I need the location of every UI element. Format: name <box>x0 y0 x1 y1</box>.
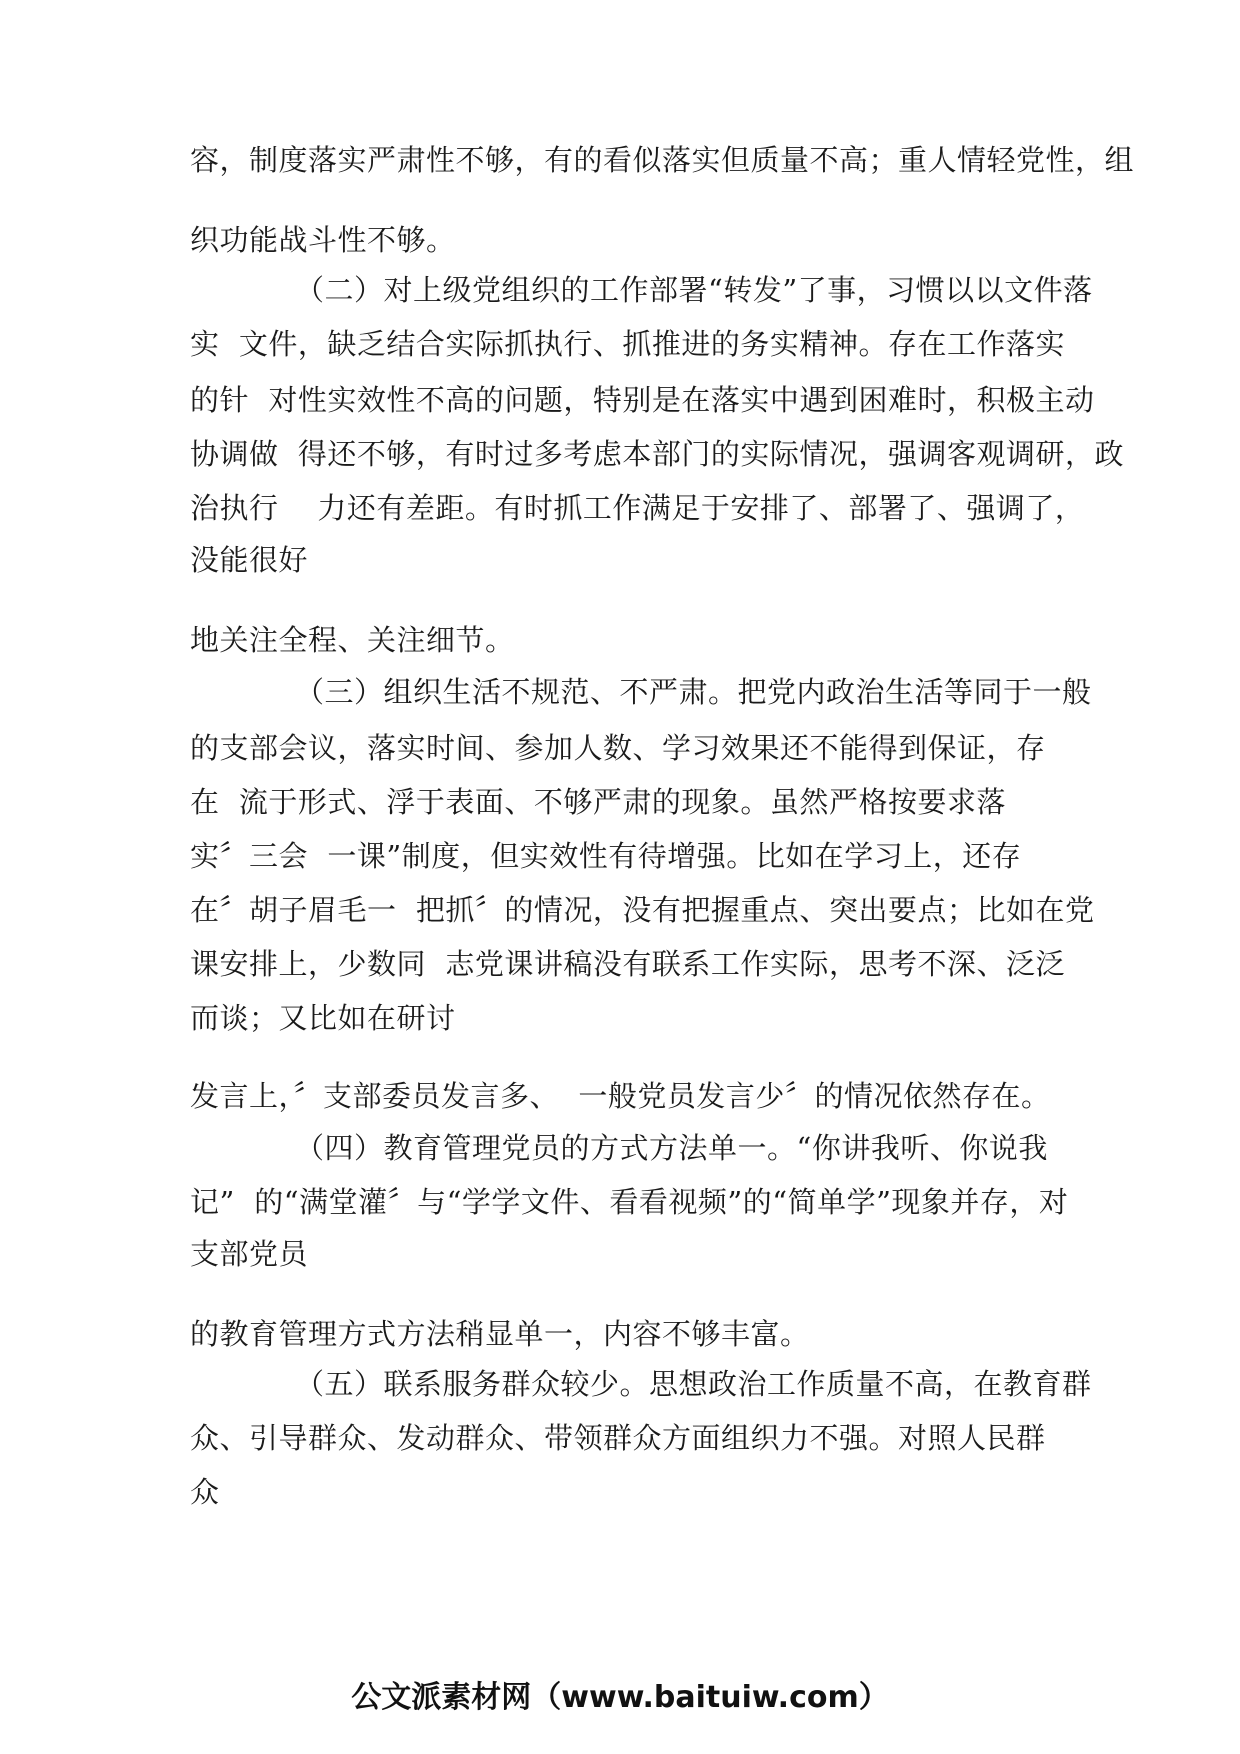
text-line: 记” 的“满堂灌〞与“学学文件、看看视频”的“简单学”现象并存，对 <box>190 1185 1069 1219</box>
text-line: 众 <box>190 1475 220 1509</box>
text-line: 没能很好 <box>190 543 309 577</box>
text-line: 的针 对性实效性不高的问题，特别是在落实中遇到困难时，积极主动 <box>190 383 1095 417</box>
text-line: 而谈；又比如在研讨 <box>190 1001 456 1035</box>
text-line: 治执行 力还有差距。有时抓工作满足于安排了、部署了、强调了， <box>190 491 1085 525</box>
footer-watermark-text: 公文派素材网（www.baituiw.com） <box>351 1680 889 1715</box>
text-line: 容，制度落实严肃性不够，有的看似落实但质量不高；重人情轻党性，组 <box>190 143 1135 177</box>
paragraph-start-line: （四）教育管理党员的方式方法单一。“你讲我听、你说我 <box>295 1131 1048 1165</box>
text-line: 在〞胡子眉毛一 把抓〞的情况，没有把握重点、突出要点；比如在党 <box>190 893 1095 927</box>
text-line: 地关注全程、关注细节。 <box>190 623 515 657</box>
text-line: 众、引导群众、发动群众、带领群众方面组织力不强。对照人民群 <box>190 1421 1046 1455</box>
text-line: 发言上，〞支部委员发言多、 一般党员发言少〞的情况依然存在。 <box>190 1079 1051 1113</box>
text-line: 的教育管理方式方法稍显单一，内容不够丰富。 <box>190 1317 810 1351</box>
paragraph-start-line: （二）对上级党组织的工作部署“转发”了事，习惯以以文件落 <box>295 273 1093 307</box>
text-line: 协调做 得还不够，有时过多考虑本部门的实际情况，强调客观调研，政 <box>190 437 1124 471</box>
paragraph-start-line: （五）联系服务群众较少。思想政治工作质量不高，在教育群 <box>295 1367 1092 1401</box>
text-line: 的支部会议，落实时间、参加人数、学习效果还不能得到保证，存 <box>190 731 1046 765</box>
text-line: 实 文件，缺乏结合实际抓执行、抓推进的务实精神。存在工作落实 <box>190 327 1065 361</box>
text-line: 织功能战斗性不够。 <box>190 223 456 257</box>
text-line: 支部党员 <box>190 1237 309 1271</box>
text-line: 课安排上，少数同 志党课讲稿没有联系工作实际，思考不深、泛泛 <box>190 947 1065 981</box>
paragraph-start-line: （三）组织生活不规范、不严肃。把党内政治生活等同于一般 <box>295 675 1092 709</box>
text-line: 在 流于形式、浮于表面、不够严肃的现象。虽然严格按要求落 <box>190 785 1006 819</box>
text-line: 实〞三会 一课”制度，但实效性有待增强。比如在学习上，还存 <box>190 839 1022 873</box>
